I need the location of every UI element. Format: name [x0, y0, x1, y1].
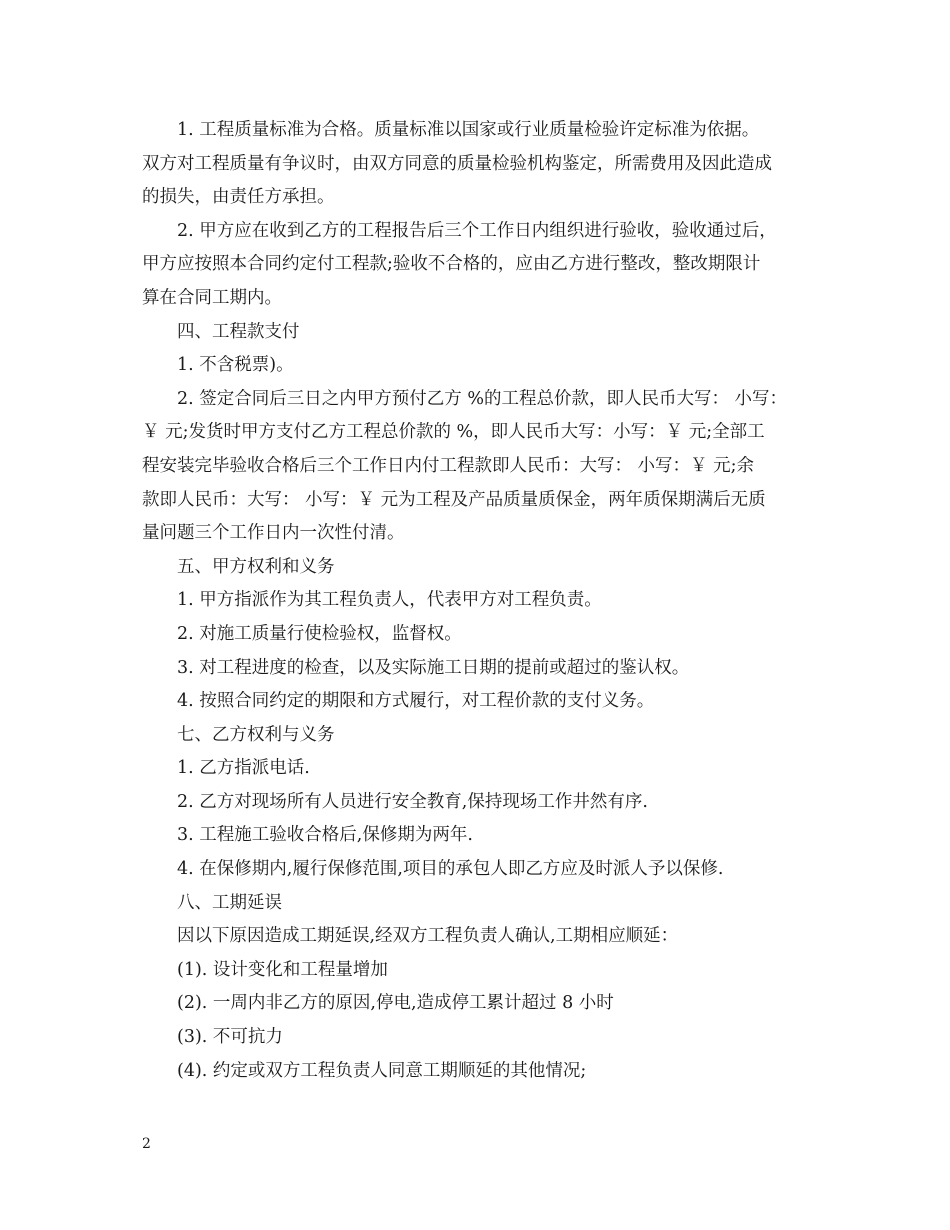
paragraph-line: 4. 按照合同约定的期限和方式履行，对工程价款的支付义务。	[177, 691, 655, 712]
paragraph-line: 双方对工程质量有争议时，由双方同意的质量检验机构鉴定，所需费用及因此造成	[142, 153, 772, 174]
paragraph-line: (2). 一周内非乙方的原因,停电,造成停工累计超过 8 小时	[177, 993, 614, 1014]
paragraph-line: 1. 甲方指派作为其工程负责人，代表甲方对工程负责。	[177, 590, 602, 611]
section-heading: 四、工程款支付	[177, 321, 300, 342]
paragraph-line: 因以下原因造成工期延误,经双方工程负责人确认,工期相应顺延：	[177, 926, 679, 947]
document-body	[142, 114, 822, 1088]
paragraph-line: 2. 签定合同后三日之内甲方预付乙方 %的工程总价款，即人民币大写： 小写：	[177, 388, 788, 409]
section-heading: 五、甲方权利和义务	[177, 556, 335, 577]
section-heading: 八、工期延误	[177, 892, 282, 913]
paragraph-line: (1). 设计变化和工程量增加	[177, 959, 388, 980]
paragraph-line: 1. 乙方指派电话.	[177, 758, 310, 779]
paragraph-line: 2. 乙方对现场所有人员进行安全教育,保持现场工作井然有序.	[177, 791, 648, 812]
paragraph-line: 1. 不含税票)。	[177, 355, 294, 376]
paragraph-line: (3). 不可抗力	[177, 1027, 283, 1048]
section-heading: 七、乙方权利与义务	[177, 724, 335, 745]
paragraph-line: (4). 约定或双方工程负责人同意工期顺延的其他情况;	[177, 1060, 587, 1081]
paragraph-line: 1. 工程质量标准为合格。质量标准以国家或行业质量检验许定标准为依据。	[177, 120, 760, 140]
paragraph-line: 算在合同工期内。	[142, 287, 282, 308]
paragraph-line: 款即人民币：大写： 小写：￥ 元为工程及产品质量质保金，两年质保期满后无质	[142, 489, 766, 510]
paragraph-line: 量问题三个工作日内一次性付清。	[142, 523, 405, 544]
paragraph-line: 2. 对施工质量行使检验权，监督权。	[177, 623, 462, 644]
paragraph-line: 4. 在保修期内,履行保修范围,项目的承包人即乙方应及时派人予以保修.	[177, 859, 724, 880]
paragraph-line: 甲方应按照本合同约定付工程款;验收不合格的，应由乙方进行整改，整改期限计	[142, 254, 761, 275]
page-number: 2	[142, 1136, 151, 1152]
paragraph-line: 的损失，由责任方承担。	[142, 187, 335, 208]
paragraph-line: 3. 对工程进度的检查，以及实际施工日期的提前或超过的鉴认权。	[177, 657, 690, 678]
paragraph-line: 2. 甲方应在收到乙方的工程报告后三个工作日内组织进行验收，验收通过后，	[177, 220, 777, 241]
paragraph-line: ￥ 元;发货时甲方支付乙方工程总价款的 %，即人民币大写：小写：￥ 元;全部工	[142, 422, 765, 443]
paragraph-line: 程安装完毕验收合格后三个工作日内付工程款即人民币：大写： 小写：￥ 元;余	[142, 455, 755, 476]
paragraph-line: 3. 工程施工验收合格后,保修期为两年.	[177, 825, 473, 846]
